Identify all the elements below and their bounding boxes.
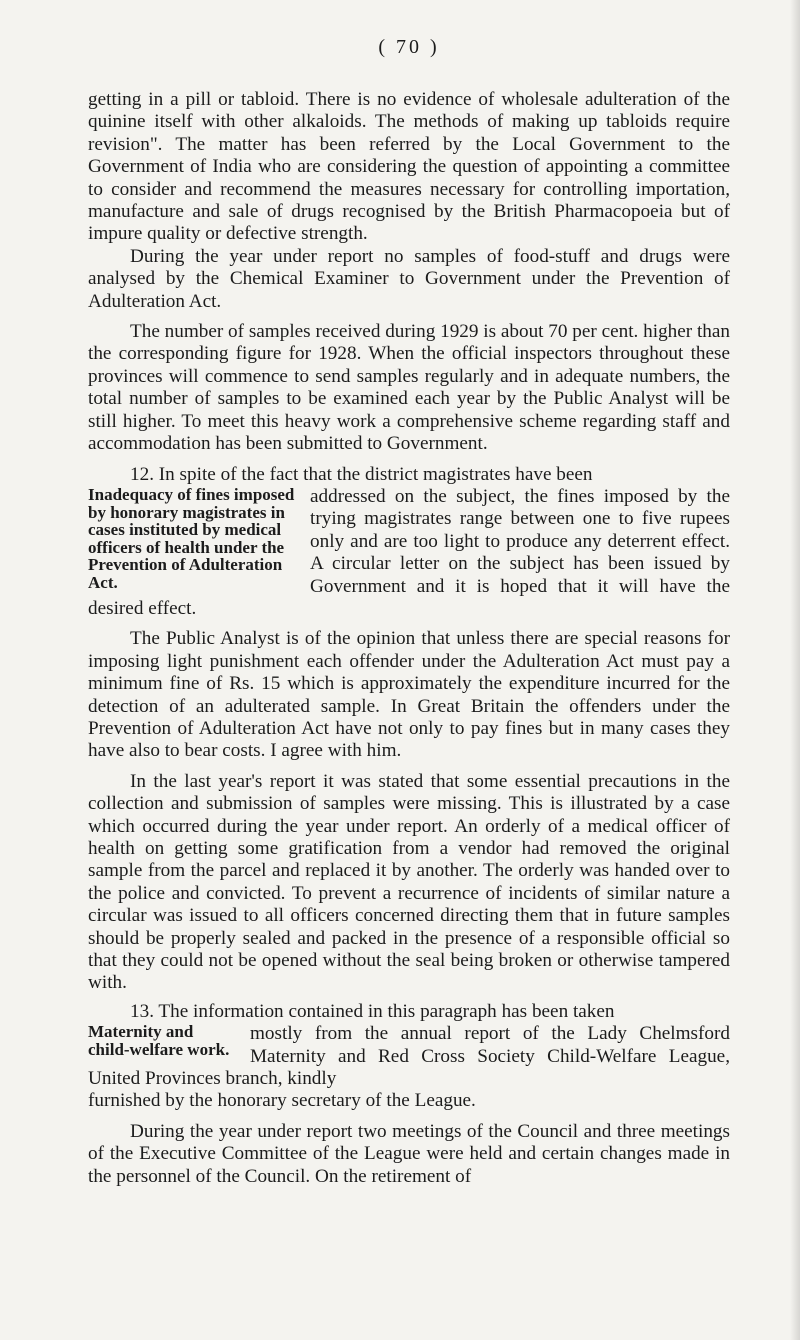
paragraph-sample-numbers: The number of samples received during 1929 is about 70 per cent. higher than the corresponding figure for 1928. When the official inspectors throughout these provinces will commence to send samples regularly and in adequate numbers, the total number of samples to be examined each year by the Public Analyst will be still higher. To meet this heavy work a comprehensive scheme regarding staff and accommodation has been submitted to Government. (88, 321, 730, 455)
section-13 (88, 1001, 730, 1113)
section-13-side-heading: Maternity and child-welfare work. (88, 1022, 230, 1059)
section-12-lead: 12. In spite of the fact that the district magistrates have been (130, 463, 593, 485)
paragraph-minimum-fine: The Public Analyst is of the opinion that unless there are special reasons for imposing light punishment each offender under the Adulteration Act must pay a minimum fine of Rs. 15 which is approximately the expenditure incurred for the detection of an adulterated sample. In Great Britain the offenders under the Prevention of Adulteration Act have not only to pay fines but in many cases they have also to bear costs. I agree with him. (88, 628, 730, 762)
section-13-body: mostly from the annual report of the Lady Chelmsford Maternity and Red Cross Society Child-Welfare League, United Provinces branch, kindly (88, 1023, 730, 1090)
document-page (88, 36, 730, 1188)
page-edge-shadow (790, 0, 800, 1340)
paragraph-meetings: During the year under report two meetings of the Council and three meetings of the Executive Committee of the League were held and certain changes made in the personnel of the Council. On the retirement of (88, 1120, 730, 1187)
paragraph-chemical-examiner: During the year under report no samples of food-stuff and drugs were analysed by the Chemical Examiner to Government under the Prevention of Adulteration Act. (88, 245, 730, 312)
section-12-body: addressed on the subject, the fines imposed by the trying magistrates range between one to five rupees only and are too light to produce any deterrent effect. A circular letter on the subject has been issued by Government and it is hoped that it will have the desired effect. (88, 485, 730, 619)
section-12 (88, 464, 730, 621)
section-13-lead: 13. The information contained in this paragraph has been taken (130, 1000, 615, 1022)
page-number: ( 70 ) (378, 36, 440, 58)
paragraph-quinine-tabloids: getting in a pill or tabloid. There is no evidence of wholesale adulteration of the quinine itself with other alkaloids. The methods of making up tabloids require revision". The matter has been referred by the Local Government to the Government of India who are considering the question of appointing a committee to consider and recommend the measures necessary for controlling importation, manufacture and sale of drugs recognised by the British Pharmacopoeia but of impure quality or defective strength. (88, 89, 730, 245)
paragraph-precautions: In the last year's report it was stated that some essential precautions in the collection and submission of samples were missing. This is illustrated by a case which occurred during the year under report. An orderly of a medical officer of health on getting some gratification from a vendor had removed the original sample from the parcel and replaced it by another. The orderly was handed over to the police and convicted. To prevent a recurrence of incidents of similar nature a circular was issued to all officers concerned directing them that in future samples should be properly sealed and packed in the presence of a responsible official so that they could not be opened without the seal being broken or otherwise tampered with. (88, 770, 730, 994)
section-12-side-heading: Inadequacy of fines imposed by honorary magistrates in cases instituted by medical officers of health under the Prevention of Adulteration Act. (88, 484, 295, 592)
section-13-continuation: furnished by the honorary secretary of the League. (88, 1090, 476, 1112)
